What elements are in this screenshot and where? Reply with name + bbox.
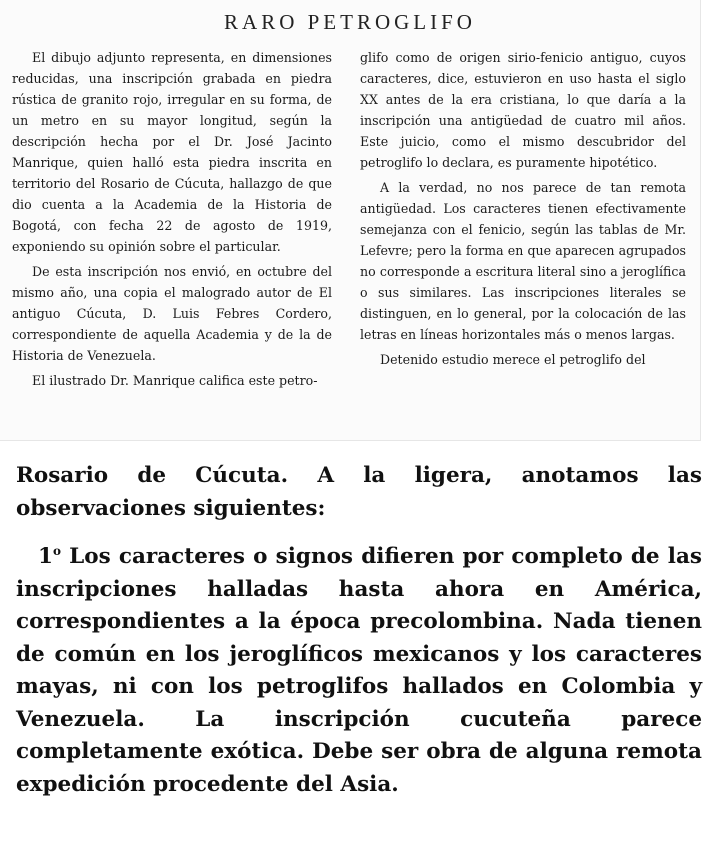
article-title: RARO PETROGLIFO: [224, 10, 476, 34]
intro-paragraph: Rosario de Cúcuta. A la ligera, anotamos las observaciones siguientes:: [16, 463, 702, 521]
item-marker-ordinal: o: [52, 544, 61, 558]
paragraph: De esta inscripción nos envió, en octubre del mismo año, una copia el malogrado autor de El antiguo Cúcuta, D. Luis Febres Cordero, correspondiente de aquella Academia y de la de Historia de Venezuela.: [12, 264, 332, 363]
paragraph: El ilustrado Dr. Manrique califica este petro-: [32, 373, 318, 388]
numbered-observation: [16, 535, 702, 801]
observation-text: Los caracteres o signos difieren por completo de las inscripciones halladas hasta ahora en América, correspondientes a la época precolombina. Nada tienen de común en los jeroglíficos mexicanos y los caracteres mayas, ni con los petroglifos hallados en Colombia y Venezuela. La inscripción cucuteña parece completamente exótica. Debe ser obra de alguna remota expedición procedente del Asia.: [16, 544, 702, 797]
paragraph: Detenido estudio merece el petroglifo del: [380, 352, 646, 367]
bottom-section: [16, 460, 702, 811]
paragraph: A la verdad, no nos parece de tan remota antigüedad. Los caracteres tienen efectivamente semejanza con el fenicio, según las tablas de Mr. Lefevre; pero la forma en que aparecen agrupados no corresponde a escritura literal sino a jeroglífica o sus similares. Las inscripciones literales se distinguen, en lo general, por la colocación de las letras en líneas horizontales más o menos largas.: [360, 180, 686, 342]
paragraph: El dibujo adjunto representa, en dimensiones reducidas, una inscripción grabada en piedra rústica de granito rojo, irregular en su forma, de un metro en su mayor longitud, según la descripción hecha por el Dr. José Jacinto Manrique, quien halló esta piedra inscrita en territorio del Rosario de Cúcuta, hallazgo de que dio cuenta a la Academia de la Historia de Bogotá, con fecha 22 de agosto de 1919, exponiendo su opinión sobre el particular.: [12, 50, 332, 254]
left-column: [12, 47, 332, 395]
right-column: [360, 47, 686, 374]
item-marker: 1: [38, 544, 53, 569]
paragraph: glifo como de origen sirio-fenicio antiguo, cuyos caracteres, dice, estuvieron en uso hasta el siglo XX antes de la era cristiana, lo que daría a la inscripción una antigüedad de cuatro mil años. Este juicio, como el mismo descubridor del petroglifo lo declara, es puramente hipotético.: [360, 50, 686, 170]
